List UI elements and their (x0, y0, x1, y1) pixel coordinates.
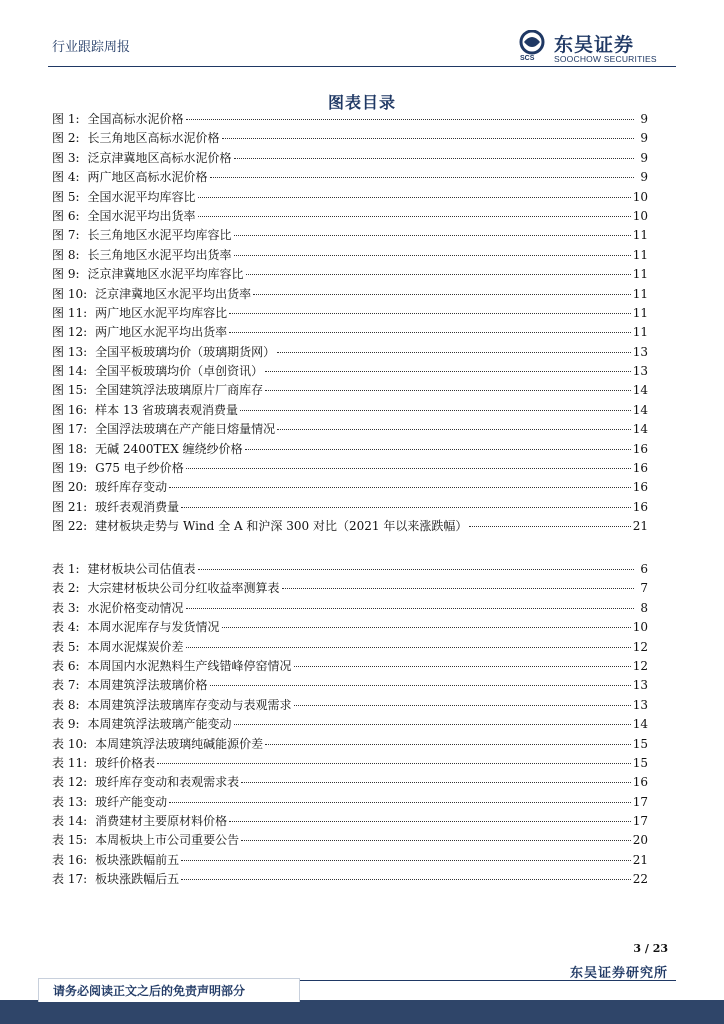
toc-leader-dots (222, 126, 634, 139)
toc-entry-page: 17 (632, 814, 648, 829)
toc-leader-dots (234, 146, 634, 159)
toc-entry-title: 全国浮法玻璃在产产能日熔量情况 (95, 422, 276, 437)
toc-leader-dots (181, 848, 631, 861)
toc-leader-dots (229, 320, 631, 333)
toc-leader-dots (294, 654, 631, 667)
toc-entry-label (52, 560, 196, 579)
toc-entry-page: 21 (632, 852, 648, 867)
toc-entry-number: 图 22: (52, 519, 88, 534)
toc-entry-number: 表 17: (52, 872, 88, 887)
toc-entry-title: 本周水泥库存与发货情况 (87, 620, 220, 635)
toc-title: 图表目录 (327, 93, 396, 112)
toc-entry-number: 表 3: (52, 600, 80, 615)
toc-entry-page: 21 (632, 519, 648, 534)
toc-entry-number: 图 15: (52, 383, 88, 398)
toc-entry-number: 图 18: (52, 441, 88, 456)
toc-entry-number: 表 6: (52, 658, 80, 673)
toc-entry-title: 玻纤价格表 (95, 755, 156, 770)
toc-entry-title: 本周国内水泥熟料生产线错峰停窑情况 (87, 658, 292, 673)
toc-leader-dots (229, 809, 631, 822)
toc-entry-label (52, 246, 232, 265)
toc-entry-number: 图 3: (52, 150, 80, 165)
toc-entry-page: 9 (640, 150, 648, 165)
toc-entry-title: 消费建材主要原材料价格 (95, 814, 228, 829)
figure-entry[interactable] (52, 517, 648, 536)
toc-entry-number: 表 16: (52, 852, 88, 867)
toc-entry-page: 15 (632, 755, 648, 770)
toc-entry-label (52, 498, 179, 517)
toc-entry-label (52, 265, 244, 284)
toc-entry-title: 板块涨跌幅后五 (95, 872, 180, 887)
toc-entry-label (52, 754, 155, 773)
toc-leader-dots (246, 262, 631, 275)
toc-entry-number: 表 5: (52, 639, 80, 654)
toc-entry-page: 16 (632, 461, 648, 476)
toc-entry-label (52, 812, 227, 831)
toc-entry-label (52, 285, 251, 304)
toc-entry-number: 图 8: (52, 247, 80, 262)
toc-entry-label (52, 129, 220, 148)
toc-entry-page: 10 (632, 189, 648, 204)
toc-entry-number: 图 14: (52, 364, 88, 379)
toc-leader-dots (234, 223, 631, 236)
toc-entry-page: 13 (632, 344, 648, 359)
toc-entry-label (52, 793, 167, 812)
toc-entry-label (52, 149, 232, 168)
toc-entry-page: 9 (640, 170, 648, 185)
toc-entry-number: 图 10: (52, 286, 88, 301)
toc-entry-number: 图 1: (52, 112, 80, 126)
toc-entry-number: 图 4: (52, 170, 80, 185)
toc-leader-dots (265, 378, 631, 391)
table-list (52, 560, 648, 890)
toc-entry-label (52, 168, 208, 187)
toc-entry-label (52, 851, 179, 870)
toc-leader-dots (198, 557, 634, 570)
toc-entry-title: 长三角地区水泥平均出货率 (87, 247, 232, 262)
toc-entry-label (52, 478, 167, 497)
toc-leader-dots (241, 828, 631, 841)
toc-entry-label (52, 381, 263, 400)
toc-leader-dots (265, 359, 631, 372)
toc-entry-number: 图 9: (52, 267, 80, 282)
toc-leader-dots (210, 673, 631, 686)
toc-entry-title: 全国高标水泥价格 (87, 112, 184, 126)
toc-entry-title: 大宗建材板块公司分红收益率测算表 (87, 581, 280, 596)
toc-leader-dots (253, 282, 631, 295)
toc-entry-number: 表 12: (52, 775, 88, 790)
toc-entry-page: 14 (632, 422, 648, 437)
toc-entry-title: 本周建筑浮法玻璃产能变动 (87, 717, 232, 732)
toc-entry-page: 9 (640, 131, 648, 146)
toc-entry-title: 玻纤库存变动和表观需求表 (95, 775, 240, 790)
toc-entry-number: 图 11: (52, 305, 88, 320)
toc-entry-label (52, 870, 179, 889)
toc-entry-number: 表 14: (52, 814, 88, 829)
toc-entry-title: 无碱 2400TEX 缠绕纱价格 (95, 441, 243, 456)
toc-leader-dots (210, 165, 634, 178)
brand-name-cn: 东吴证券 (554, 34, 635, 56)
toc-entry-number: 图 20: (52, 480, 88, 495)
toc-leader-dots (169, 790, 631, 803)
toc-entry-page: 11 (632, 325, 648, 340)
toc-entry-number: 表 1: (52, 562, 80, 576)
brand-abbr: SCS (520, 55, 535, 62)
toc-leader-dots (186, 596, 634, 609)
toc-entry-number: 表 4: (52, 620, 80, 635)
figure-list (52, 110, 648, 537)
toc-entry-page: 9 (640, 112, 648, 126)
toc-entry-label (52, 226, 232, 245)
toc-entry-page: 13 (632, 697, 648, 712)
toc-entry-page: 22 (632, 872, 648, 887)
toc-entry-number: 图 16: (52, 402, 88, 417)
disclaimer-notice: 请务必阅读正文之后的免责声明部分 (38, 978, 300, 1002)
toc-entry-title: 全国平板玻璃均价（玻璃期货网） (95, 344, 276, 359)
toc-entry-number: 表 9: (52, 717, 80, 732)
toc-entry-page: 14 (632, 383, 648, 398)
toc-leader-dots (234, 712, 631, 725)
toc-entry-number: 表 8: (52, 697, 80, 712)
toc-leader-dots (294, 693, 631, 706)
toc-entry-number: 表 11: (52, 755, 88, 770)
footer-bar (0, 1000, 724, 1024)
toc-entry-title: 两广地区水泥平均库容比 (95, 305, 228, 320)
toc-entry-title: 板块涨跌幅前五 (95, 852, 180, 867)
toc-entry-title: 长三角地区高标水泥价格 (87, 131, 220, 146)
toc-entry-title: 泛京津冀地区水泥平均出货率 (95, 286, 252, 301)
toc-leader-dots (169, 475, 631, 488)
toc-entry-number: 图 5: (52, 189, 80, 204)
toc-entry-label (52, 323, 227, 342)
toc-leader-dots (157, 751, 631, 764)
toc-entry-page: 11 (632, 286, 648, 301)
toc-leader-dots (240, 398, 631, 411)
toc-entry-page: 15 (632, 736, 648, 751)
toc-entry-page: 12 (632, 658, 648, 673)
toc-entry-label (52, 207, 196, 226)
toc-entry-number: 表 13: (52, 794, 88, 809)
toc-entry-title: 玻纤表观消费量 (95, 499, 180, 514)
toc-entry-title: 全国水泥平均出货率 (87, 208, 196, 223)
toc-entry-title: 本周建筑浮法玻璃库存变动与表观需求 (87, 697, 292, 712)
toc-entry-label (52, 676, 208, 695)
toc-entry-title: 泛京津冀地区水泥平均库容比 (87, 267, 244, 282)
toc-entry-title: G75 电子纱价格 (95, 461, 184, 476)
toc-leader-dots (241, 770, 631, 783)
toc-leader-dots (469, 514, 630, 527)
toc-entry-number: 图 2: (52, 131, 80, 146)
toc-leader-dots (186, 456, 631, 469)
toc-leader-dots (282, 576, 634, 589)
toc-entry-page: 16 (632, 499, 648, 514)
toc-entry-title: 本周建筑浮法玻璃价格 (87, 678, 208, 693)
toc-entry-label (52, 715, 232, 734)
toc-entry-label (52, 599, 184, 618)
toc-entry-label (52, 401, 238, 420)
toc-entry-number: 图 21: (52, 499, 88, 514)
toc-entry-page: 7 (640, 581, 648, 596)
brand-logo (514, 30, 674, 66)
toc-entry-title: 样本 13 省玻璃表观消费量 (95, 402, 239, 417)
toc-entry-title: 全国平板玻璃均价（卓创资讯） (95, 364, 264, 379)
toc-entry-page: 11 (632, 267, 648, 282)
toc-leader-dots (277, 340, 631, 353)
toc-entry-label (52, 110, 184, 129)
toc-entry-number: 图 17: (52, 422, 88, 437)
toc-entry-title: 泛京津冀地区高标水泥价格 (87, 150, 232, 165)
toc-entry-number: 图 13: (52, 344, 88, 359)
toc-leader-dots (186, 107, 634, 120)
toc-entry-page: 20 (632, 833, 648, 848)
toc-leader-dots (234, 243, 631, 256)
toc-entry-title: 两广地区水泥平均出货率 (95, 325, 228, 340)
report-type-label: 行业跟踪周报 (52, 40, 131, 55)
toc-entry-number: 图 12: (52, 325, 88, 340)
toc-entry-page: 14 (632, 402, 648, 417)
brand-name-en: SOOCHOW SECURITIES (554, 54, 657, 64)
toc-entry-title: 玻纤库存变动 (95, 480, 168, 495)
toc-entry-label (52, 638, 184, 657)
toc-entry-number: 表 2: (52, 581, 80, 596)
toc-entry-page: 16 (632, 480, 648, 495)
brand-mark-icon (514, 30, 550, 56)
toc-leader-dots (198, 185, 631, 198)
toc-entry-title: 长三角地区水泥平均库容比 (87, 228, 232, 243)
toc-entry-title: 水泥价格变动情况 (87, 600, 184, 615)
toc-entry-number: 图 6: (52, 208, 80, 223)
toc-entry-title: 本周水泥煤炭价差 (87, 639, 184, 654)
toc-entry-page: 12 (632, 639, 648, 654)
toc-entry-page: 8 (640, 600, 648, 615)
toc-leader-dots (277, 417, 631, 430)
toc-leader-dots (245, 437, 631, 450)
toc-leader-dots (265, 732, 631, 745)
toc-entry-page: 10 (632, 208, 648, 223)
toc-entry-title: 本周建筑浮法玻璃纯碱能源价差 (95, 736, 264, 751)
toc-entry-page: 14 (632, 717, 648, 732)
toc-entry-page: 6 (640, 562, 648, 576)
toc-leader-dots (229, 301, 631, 314)
toc-entry-label (52, 188, 196, 207)
toc-entry-page: 16 (632, 775, 648, 790)
toc-entry-title: 全国建筑浮法玻璃原片厂商库存 (95, 383, 264, 398)
table-entry[interactable] (52, 870, 648, 889)
toc-entry-label (52, 304, 227, 323)
toc-entry-page: 13 (632, 678, 648, 693)
toc-entry-number: 图 19: (52, 461, 88, 476)
toc-entry-page: 13 (632, 364, 648, 379)
toc-entry-page: 16 (632, 441, 648, 456)
toc-entry-label (52, 362, 263, 381)
toc-entry-title: 两广地区高标水泥价格 (87, 170, 208, 185)
toc-entry-label (52, 420, 275, 439)
toc-entry-title: 全国水泥平均库容比 (87, 189, 196, 204)
toc-entry-page: 10 (632, 620, 648, 635)
header-divider (48, 66, 676, 67)
toc-leader-dots (181, 495, 631, 508)
toc-leader-dots (198, 204, 631, 217)
toc-leader-dots (181, 867, 631, 880)
toc-entry-number: 图 7: (52, 228, 80, 243)
toc-entry-page: 11 (632, 305, 648, 320)
toc-entry-title: 本周板块上市公司重要公告 (95, 833, 240, 848)
toc-entry-page: 17 (632, 794, 648, 809)
toc-entry-number: 表 7: (52, 678, 80, 693)
toc-entry-page: 11 (632, 247, 648, 262)
toc-leader-dots (186, 635, 631, 648)
toc-entry-page: 11 (632, 228, 648, 243)
toc-entry-label (52, 517, 467, 536)
toc-entry-title: 建材板块公司估值表 (87, 562, 196, 576)
toc-entry-title: 玻纤产能变动 (95, 794, 168, 809)
toc-entry-label (52, 459, 184, 478)
toc-entry-number: 表 10: (52, 736, 88, 751)
toc-entry-number: 表 15: (52, 833, 88, 848)
research-institute-name: 东吴证券研究所 (569, 966, 668, 981)
toc-entry-title: 建材板块走势与 Wind 全 A 和沪深 300 对比（2021 年以来涨跌幅） (95, 519, 468, 534)
toc-entry-label (52, 343, 275, 362)
page-indicator: 3 / 23 (633, 942, 668, 955)
toc-leader-dots (222, 615, 631, 628)
